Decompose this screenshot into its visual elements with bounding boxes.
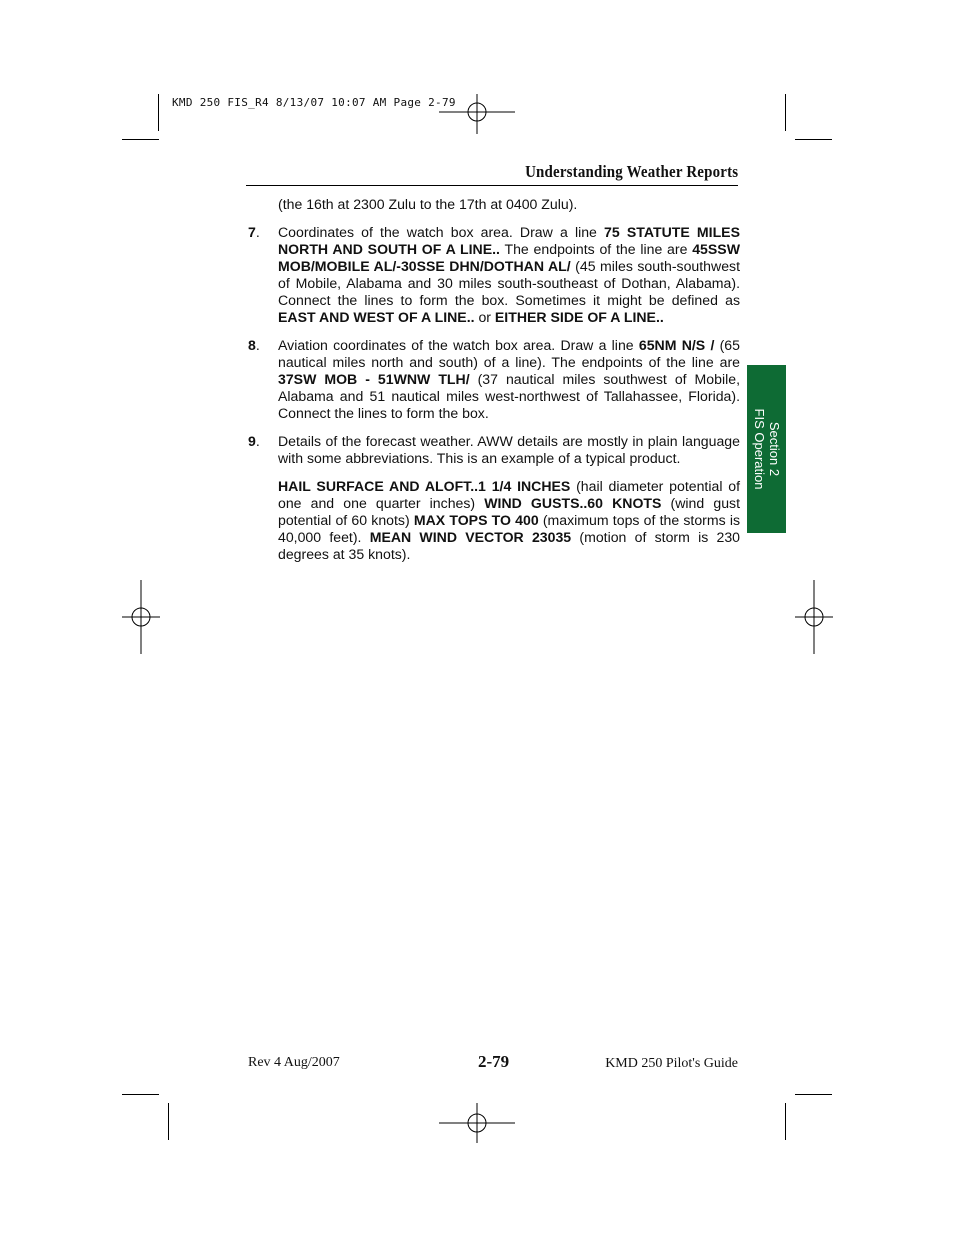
item-paragraph — [278, 337, 740, 422]
item-paragraph — [278, 224, 740, 326]
list-item-number: 9. — [248, 433, 260, 449]
bold-text: EITHER SIDE OF A LINE.. — [494, 309, 664, 325]
list-item-number: 8. — [248, 337, 260, 353]
text-run: The endpoints of the line are — [499, 241, 693, 257]
bold-text: 37SW MOB - 51WNW TLH/ — [278, 371, 470, 387]
item-paragraph — [278, 433, 740, 467]
footer-guide-title: KMD 250 Pilot's Guide — [605, 1056, 738, 1071]
text-run: Coordinates of the watch box area. Draw a line — [278, 224, 605, 240]
page-header — [246, 160, 738, 186]
item-number: 8 — [248, 337, 256, 353]
page-title: Understanding Weather Reports — [524, 162, 738, 181]
crop-mark — [122, 139, 159, 140]
text-run: (maximum tops of the storms is 40,000 feet). — [278, 512, 740, 545]
item-number: 7 — [248, 224, 256, 240]
numbered-list — [248, 224, 740, 563]
text-run: Details of the forecast weather. AWW details are mostly in plain language with some abbreviations. This is an example of a typical product. — [278, 433, 740, 466]
page-number: 2-79 — [478, 1052, 510, 1071]
bold-text: WIND GUSTS..60 KNOTS — [484, 495, 662, 511]
list-item — [248, 337, 740, 422]
text-run: (hail diameter potential of one and one quarter inches) — [278, 478, 740, 511]
item-number: 9 — [248, 433, 256, 449]
list-item-text — [278, 337, 740, 422]
bold-text: HAIL SURFACE AND ALOFT..1 1/4 INCHES — [278, 478, 571, 494]
text-run: (37 nautical miles southwest of Mobile, Alabama and 51 nautical miles west-northwest of Tallahassee, Florida). Connect the lines to form the box. — [278, 371, 740, 421]
text-run: or — [474, 309, 495, 325]
footer-revision: Rev 4 Aug/2007 — [248, 1055, 340, 1070]
print-slug: KMD 250 FIS_R4 8/13/07 10:07 AM Page 2-79 — [172, 96, 456, 109]
bold-text: 45SSW MOB/MOBILE AL/-30SSE DHN/DOTHAN AL/ — [278, 241, 740, 274]
crop-mark — [795, 1094, 832, 1095]
crop-mark — [795, 139, 832, 140]
crop-mark — [785, 1103, 786, 1140]
crop-mark — [785, 94, 786, 131]
list-item — [248, 433, 740, 563]
registration-mark-icon — [439, 1103, 515, 1143]
continuation-text: (the 16th at 2300 Zulu to the 17th at 0400 Zulu). — [278, 196, 578, 212]
example-paragraph — [278, 478, 740, 563]
crop-mark — [158, 94, 159, 131]
text-run: (motion of storm is 230 degrees at 35 knots). — [278, 529, 741, 562]
section-tab-label — [752, 409, 782, 490]
text-run: (45 miles south-southwest of Mobile, Alabama and 30 miles south-southeast of Dothan, Alabama). Connect the lines to form the box. Sometimes it might be defined as — [278, 258, 740, 308]
page-body — [248, 196, 740, 574]
section-tab-line2: FIS Operation — [751, 408, 767, 490]
list-item-number: 7. — [248, 224, 260, 240]
bold-text: EAST AND WEST OF A LINE.. — [278, 309, 475, 325]
text-run: (65 nautical miles north and south) of a line). The endpoints of the line are — [278, 337, 740, 370]
section-tab — [747, 365, 786, 533]
text-run: Aviation coordinates of the watch box area. Draw a line — [278, 337, 639, 353]
crop-mark — [168, 1103, 169, 1140]
crop-mark — [122, 1094, 159, 1095]
list-item-text — [278, 433, 740, 563]
list-item-text — [278, 224, 740, 326]
bold-text: MAX TOPS TO 400 — [413, 512, 539, 528]
list-item — [248, 224, 740, 326]
bold-text: 75 STATUTE MILES NORTH AND SOUTH OF A LINE.. — [278, 224, 740, 257]
text-run: (wind gust potential of 60 knots) — [278, 495, 740, 528]
section-tab-line1: Section 2 — [766, 421, 782, 477]
registration-mark-icon — [795, 580, 833, 654]
bold-text: MEAN WIND VECTOR 23035 — [369, 529, 572, 545]
registration-mark-icon — [122, 580, 160, 654]
bold-text: 65NM N/S / — [638, 337, 715, 353]
